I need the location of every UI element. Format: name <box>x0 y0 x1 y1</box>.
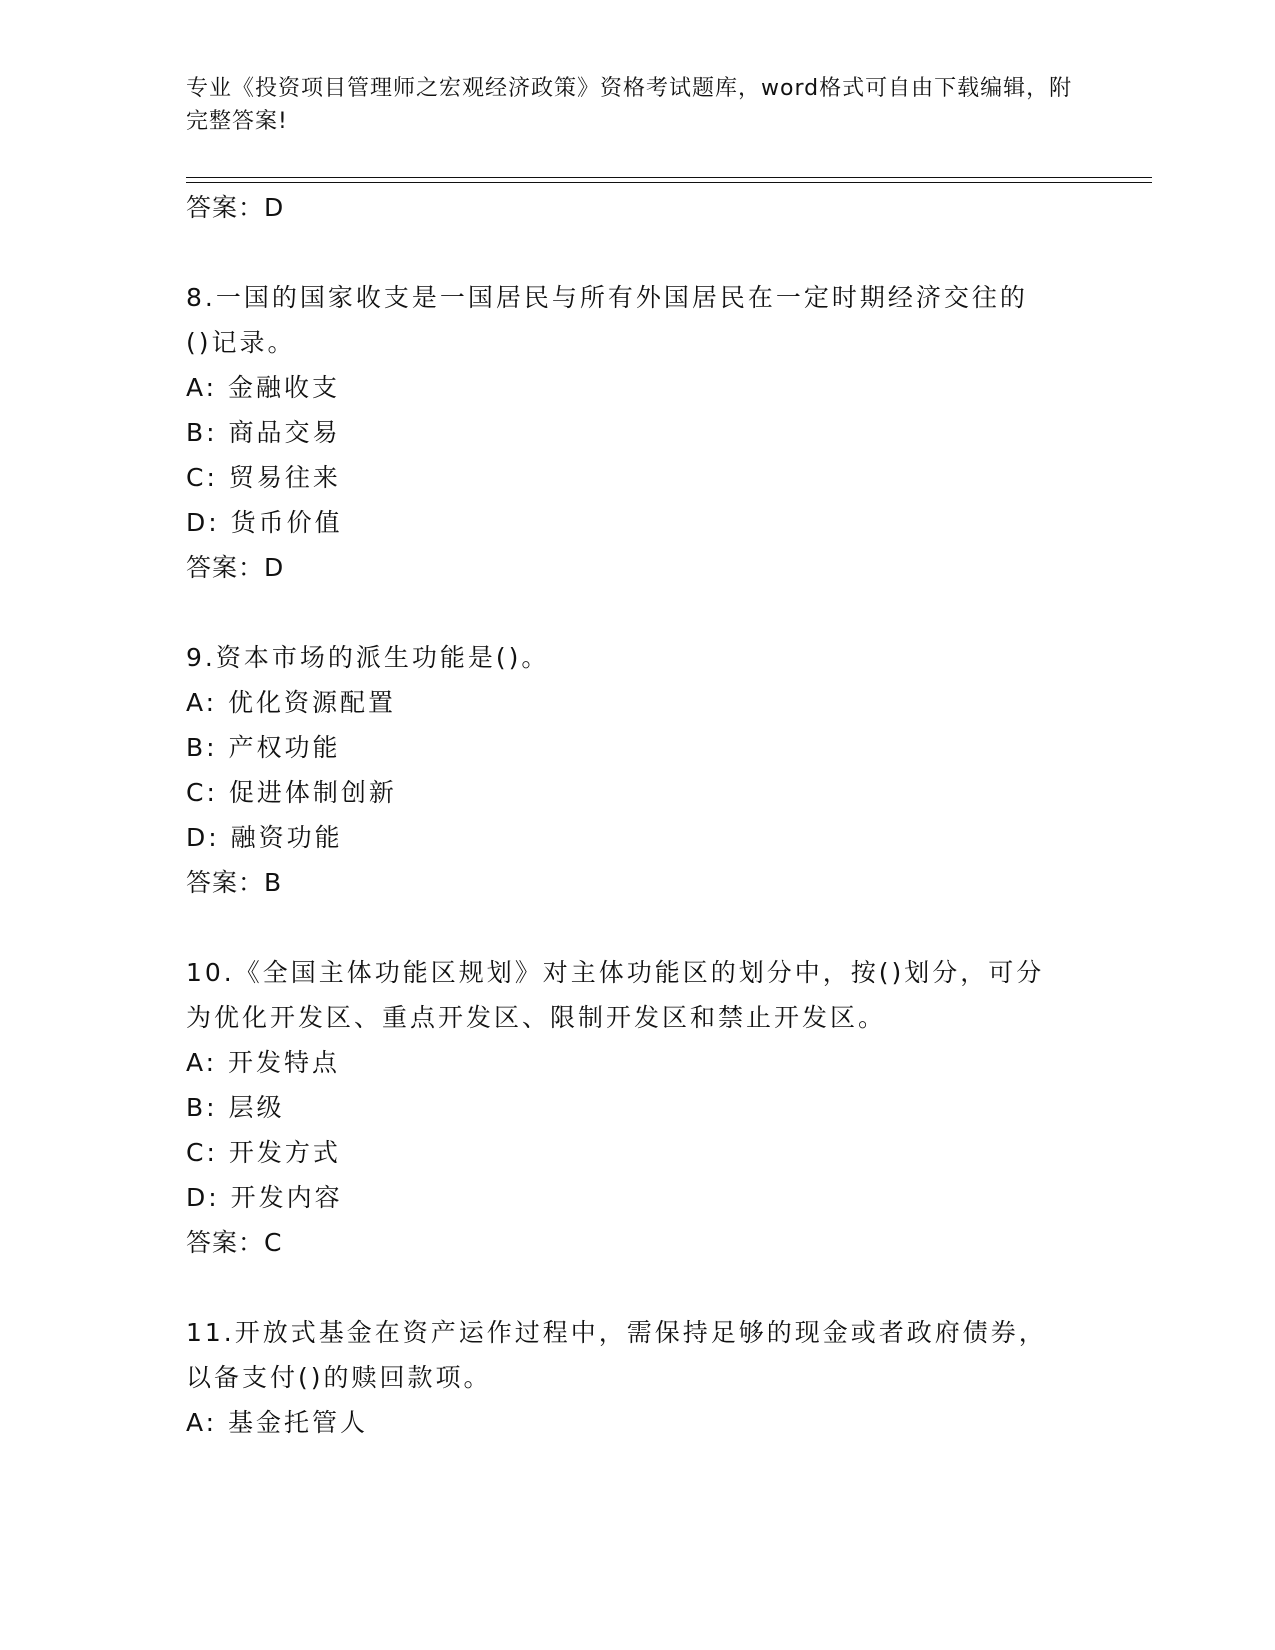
question-stem: 8.一国的国家收支是一国居民与所有外国居民在一定时期经济交往的 <box>186 283 1028 312</box>
option-d: D: 融资功能 <box>186 823 343 852</box>
answer-line: 答案：C <box>186 1228 283 1257</box>
option-d: D: 开发内容 <box>186 1183 343 1212</box>
question-stem: 9.资本市场的派生功能是()。 <box>186 643 550 672</box>
question-stem-continued: ()记录。 <box>186 328 296 357</box>
option-a: A: 基金托管人 <box>186 1408 369 1437</box>
option-d: D: 货币价值 <box>186 508 343 537</box>
document-header: 专业《投资项目管理师之宏观经济政策》资格考试题库，word格式可自由下载编辑，附完整答案! <box>186 76 1073 134</box>
header-divider <box>186 177 1152 178</box>
option-c: C: 贸易往来 <box>186 463 341 492</box>
answer-line: 答案：B <box>186 868 283 897</box>
answer-line: 答案：D <box>186 193 285 222</box>
question-stem-continued: 为优化开发区、重点开发区、限制开发区和禁止开发区。 <box>186 1003 887 1032</box>
option-b: B: 商品交易 <box>186 418 341 447</box>
answer-line: 答案：D <box>186 553 285 582</box>
option-b: B: 层级 <box>186 1093 285 1122</box>
option-b: B: 产权功能 <box>186 733 341 762</box>
option-c: C: 开发方式 <box>186 1138 341 1167</box>
question-stem-continued: 以备支付()的赎回款项。 <box>186 1363 492 1392</box>
header-divider-second <box>186 182 1152 183</box>
question-stem: 11.开放式基金在资产运作过程中，需保持足够的现金或者政府债券， <box>186 1318 1047 1347</box>
question-stem: 10.《全国主体功能区规划》对主体功能区的划分中，按()划分，可分 <box>186 958 1045 987</box>
option-c: C: 促进体制创新 <box>186 778 397 807</box>
option-a: A: 开发特点 <box>186 1048 341 1077</box>
option-a: A: 优化资源配置 <box>186 688 397 717</box>
option-a: A: 金融收支 <box>186 373 341 402</box>
